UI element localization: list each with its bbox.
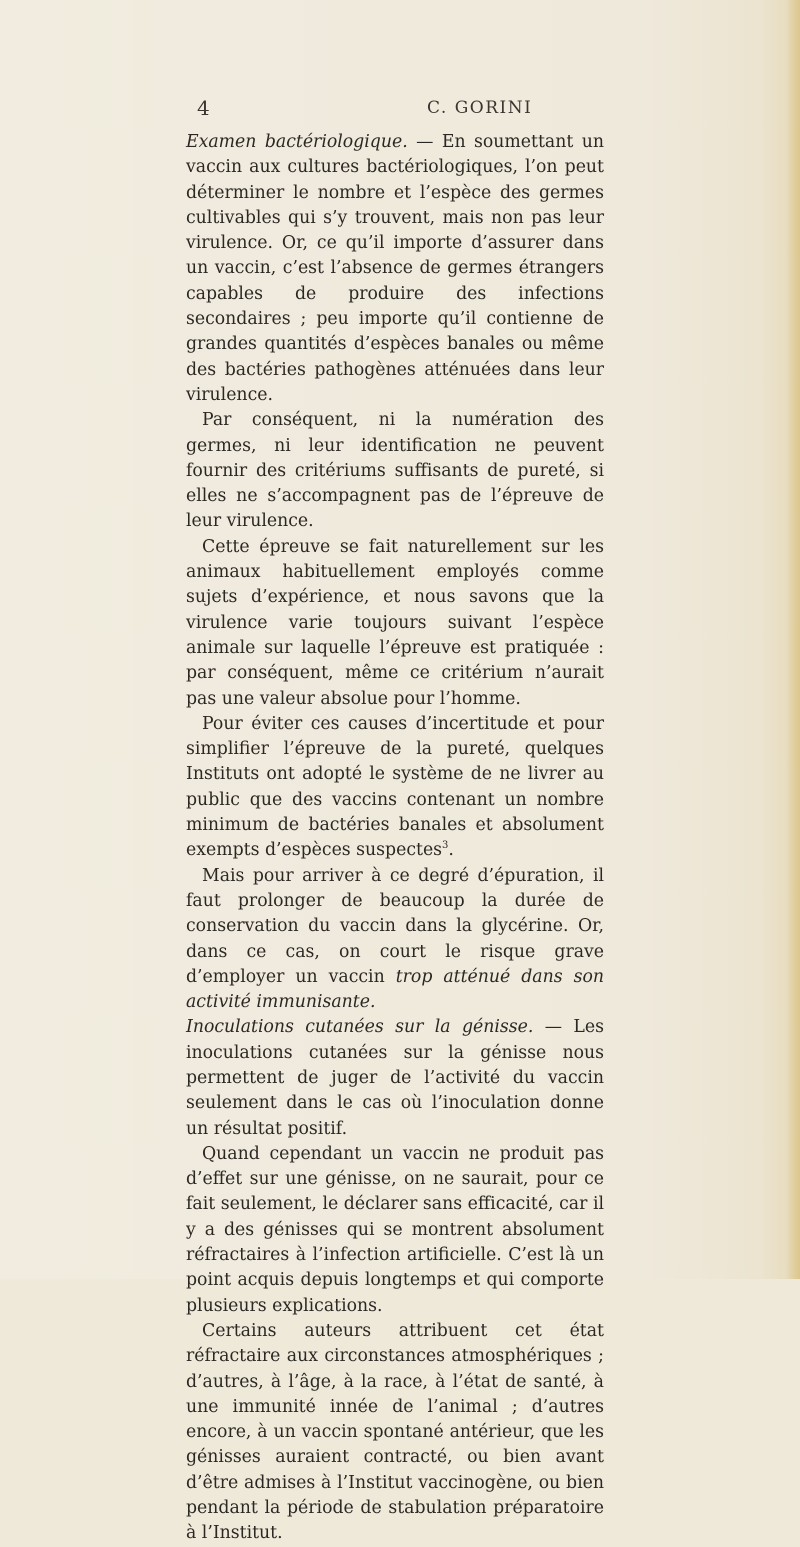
paragraph-text: Mais pour arriver à ce degré d’épuration, il faut prolonger de beaucoup la durée de conservation du vaccin dans la glycérine. Or, dans ce cas, on court le risque grave d’employer un vaccin: [186, 865, 604, 987]
footnote-reference: 3: [442, 840, 449, 852]
paragraph-text: — Les inoculations cutanées sur la génisse nous permettent de juger de l’activité du vaccin seulement dans le cas où l’inoculation donne un résultat positif.: [186, 1017, 604, 1139]
paragraph: Quand cependant un vaccin ne produit pas d’effet sur une génisse, on ne saurait, pour ce fait seulement, le déclarer sans efficacité, car il y a des génisses qui se montrent absolument réfractaires à l’infection artificielle. C’est là un point acquis depuis longtemps et qui comporte plusieurs explications.: [186, 1143, 604, 1316]
paragraph-skin-inoculations: [186, 1015, 604, 1141]
page-header: [197, 96, 597, 120]
paragraph: Cette épreuve se fait naturellement sur les animaux habituellement employés comme sujets d’expérience, et nous savons que la virulence varie toujours suivant l’espèce animale sur laquelle l’épreuve est pratiquée : par conséquent, même ce critérium n’aurait pas une valeur absolue pour l’homme.: [186, 536, 604, 709]
body-text: [186, 130, 604, 1547]
paragraph-text: Pour éviter ces causes d’incertitude et pour simplifier l’épreuve de la pureté, quelques Instituts ont adopté le système de ne livrer au public que des vaccins contenant un nombre minimum de bactéries banales et absolument exempts d’espèces suspectes: [186, 713, 604, 861]
paragraph: Par conséquent, ni la numération des germes, ni leur identification ne peuvent fournir des critériums suffisants de pureté, si elles ne s’accompagnent pas de l’épreuve de leur virulence.: [186, 410, 604, 532]
paragraph: [186, 864, 604, 1016]
paragraph-text: — En soumettant un vaccin aux cultures bactériologiques, l’on peut déterminer le nombre et l’espèce des germes cultivables qui s’y trouvent, mais non pas leur virulence. Or, ce qu’il importe d’assurer dans un vaccin, c’est l’absence de germes étrangers capables de produire des infections secondaires ; peu importe qu’il contienne de grandes quantités d’espèces banales ou même des bactéries pathogènes atténuées dans leur virulence.: [186, 132, 604, 405]
italic-emphasis: trop atténué dans son activité immunisante.: [186, 966, 604, 1013]
paragraph-end: .: [448, 840, 454, 861]
paragraph: [186, 712, 604, 864]
section-heading-inoculations: Inoculations cutanées sur la génisse.: [186, 1017, 534, 1038]
paragraph: Certains auteurs attribuent cet état réfractaire aux circonstances atmosphériques ; d’autres, à l’âge, à la race, à l’état de santé, à une immunité innée de l’animal ; d’autres encore, à un vaccin spontané antérieur, que les génisses auraient contracté, ou bien avant d’être admises à l’Institut vaccinogène, ou bien pendant la période de stabulation préparatoire à l’Institut.: [186, 1320, 604, 1544]
section-heading-bacteriological: Examen bactériologique.: [186, 132, 408, 152]
paragraph-bacteriological-exam: [186, 130, 604, 408]
page-number: 4: [197, 96, 210, 120]
running-title: C. GORINI: [427, 98, 533, 118]
page-edge-shadow: [786, 0, 800, 1279]
